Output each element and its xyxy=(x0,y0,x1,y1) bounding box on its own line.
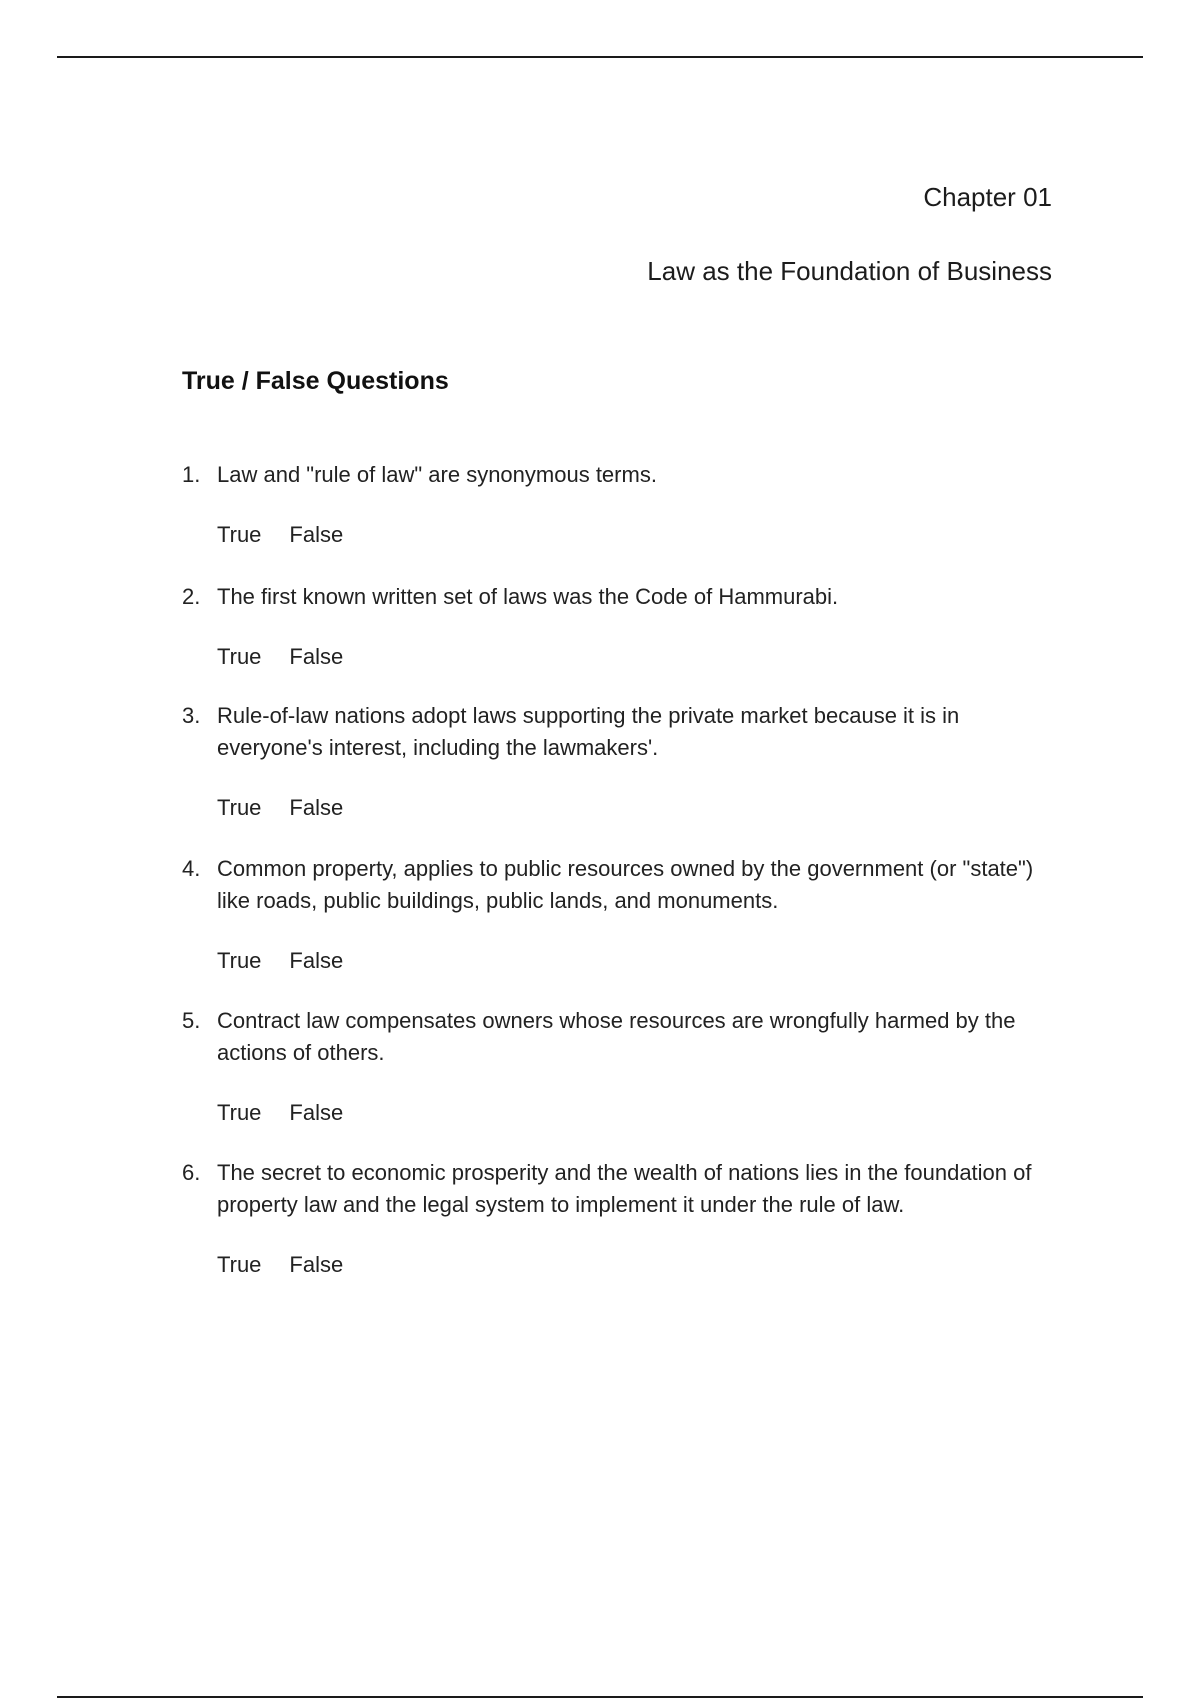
false-option[interactable]: False xyxy=(289,795,344,820)
question-item xyxy=(182,1005,1062,1129)
false-option[interactable]: False xyxy=(289,1100,344,1125)
top-rule xyxy=(57,56,1143,58)
false-option[interactable]: False xyxy=(289,948,344,973)
chapter-number: Chapter 01 xyxy=(923,182,1052,212)
answer-options xyxy=(217,519,1062,551)
true-option[interactable]: True xyxy=(217,644,262,669)
question-number: 2. xyxy=(182,584,201,609)
answer-options xyxy=(217,945,1062,977)
true-option[interactable]: True xyxy=(217,1252,262,1277)
question-text: Contract law compensates owners whose resources are wrongfully harmed by the actions of others. xyxy=(217,1008,1016,1065)
answer-options xyxy=(217,1097,1062,1129)
false-option[interactable]: False xyxy=(289,522,344,547)
question-number: 3. xyxy=(182,703,201,728)
question-text: Rule-of-law nations adopt laws supporting the private market because it is in everyone's interest, including the lawmakers'. xyxy=(217,703,960,760)
question-text: Law and "rule of law" are synonymous terms. xyxy=(217,462,657,487)
question-number: 4. xyxy=(182,856,201,881)
question-number: 1. xyxy=(182,462,201,487)
true-option[interactable]: True xyxy=(217,795,262,820)
question-item xyxy=(182,853,1062,977)
question-item xyxy=(182,459,1062,551)
question-number: 6. xyxy=(182,1160,201,1185)
answer-options xyxy=(217,1249,1062,1281)
question-item xyxy=(182,1157,1062,1281)
question-number: 5. xyxy=(182,1008,201,1033)
true-option[interactable]: True xyxy=(217,522,262,547)
answer-options xyxy=(217,792,1062,824)
bottom-rule xyxy=(57,1696,1143,1698)
question-item xyxy=(182,581,1062,673)
question-text: The secret to economic prosperity and the wealth of nations lies in the foundation of property law and the legal system to implement it under the rule of law. xyxy=(217,1160,1032,1217)
question-text: Common property, applies to public resources owned by the government (or "state") like roads, public buildings, public lands, and monuments. xyxy=(217,856,1034,913)
section-heading: True / False Questions xyxy=(182,367,449,395)
false-option[interactable]: False xyxy=(289,644,344,669)
question-text: The first known written set of laws was the Code of Hammurabi. xyxy=(217,584,839,609)
true-option[interactable]: True xyxy=(217,1100,262,1125)
question-item xyxy=(182,700,1062,824)
answer-options xyxy=(217,641,1062,673)
false-option[interactable]: False xyxy=(289,1252,344,1277)
true-option[interactable]: True xyxy=(217,948,262,973)
chapter-title: Law as the Foundation of Business xyxy=(647,256,1052,286)
